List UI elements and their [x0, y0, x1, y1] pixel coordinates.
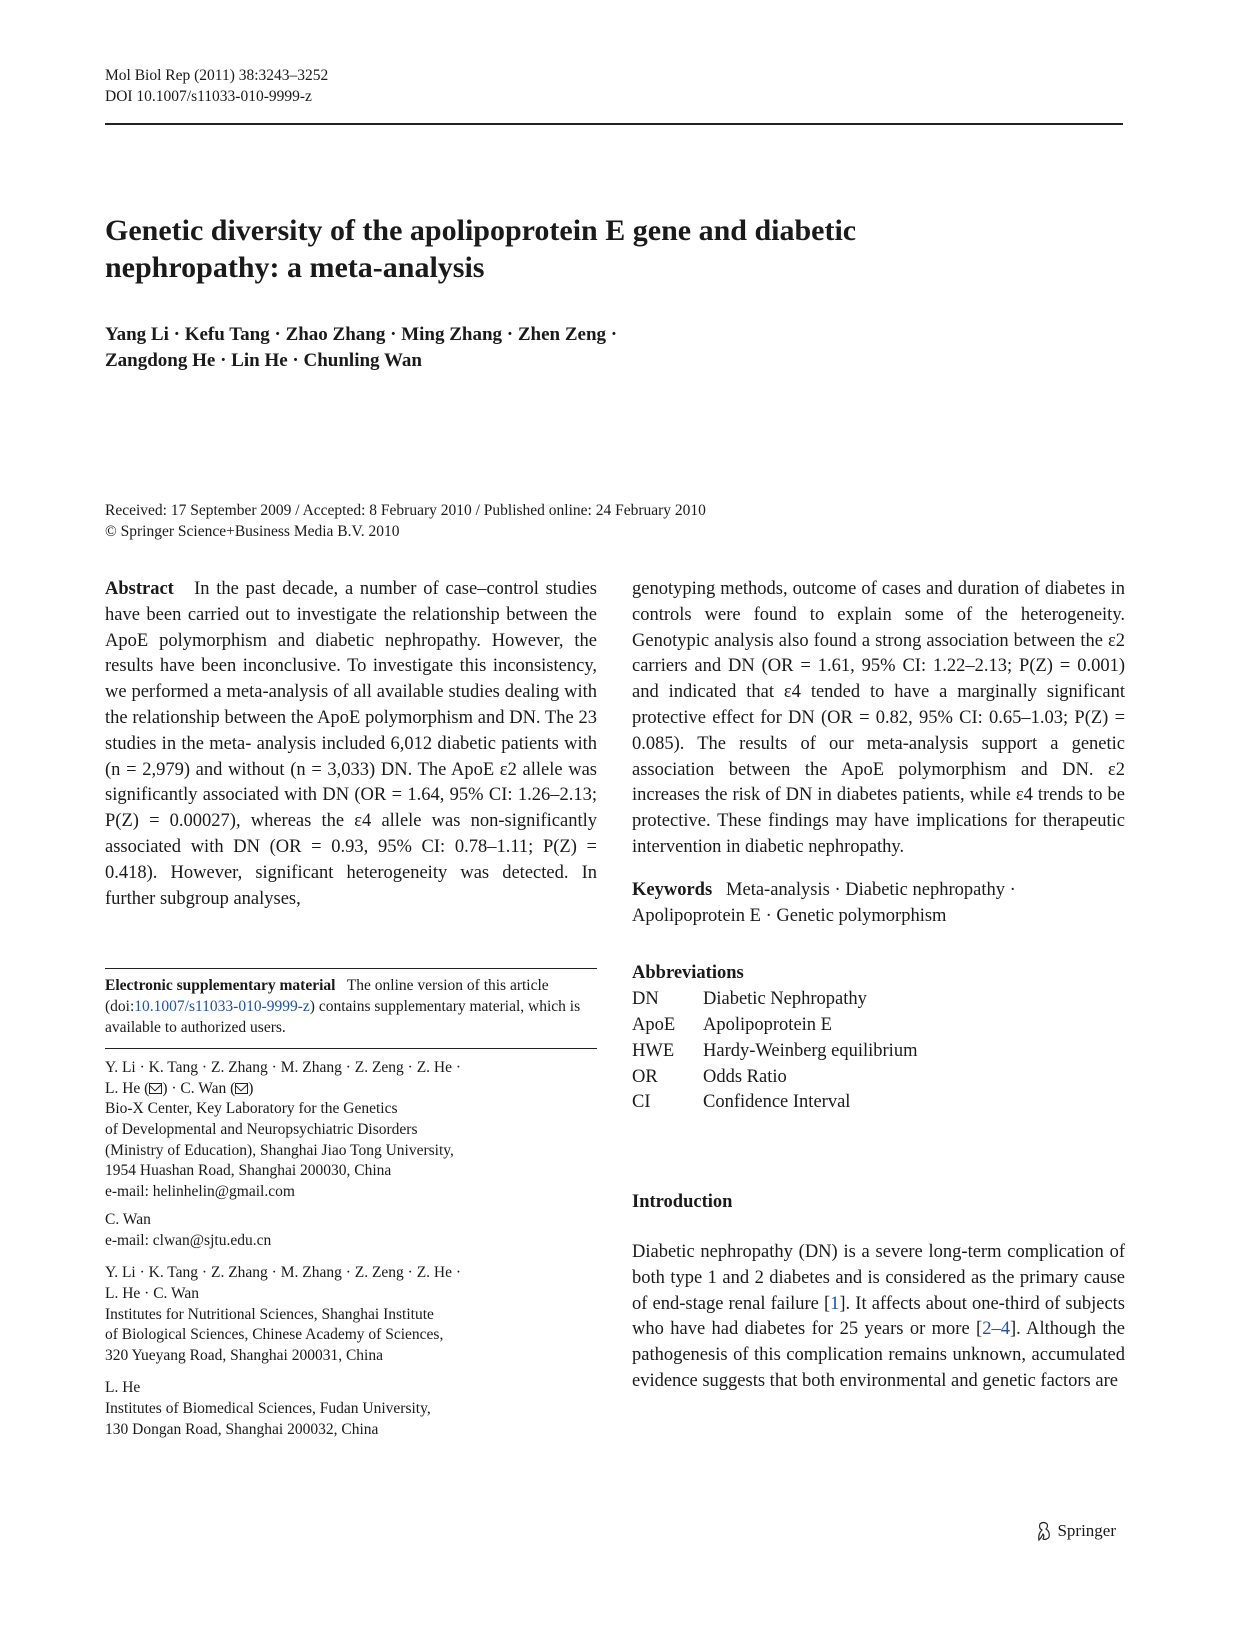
- introduction-text: [632, 1240, 1125, 1395]
- abbreviations-table: [632, 987, 917, 1116]
- keywords-block: [632, 878, 1125, 930]
- abbreviation-definition: Confidence Interval: [703, 1092, 851, 1113]
- supplementary-doi-link[interactable]: 10.1007/s11033-010-9999-z: [134, 997, 310, 1015]
- affiliation-1-names-line-1: Y. Li · K. Tang · Z. Zhang · M. Zhang · Z. Zeng · Z. He ·: [105, 1059, 462, 1077]
- introduction-heading: Introduction: [632, 1192, 733, 1213]
- abstract-text-right: genotyping methods, outcome of cases and duration of diabetes in controls were found to explain some of the heterogeneity. Genotypic analysis also found a strong association between the ε2 carriers and DN (OR = 1.61, 95% CI: 1.22–2.13; P(Z) = 0.001) and indicated that ε4 tended to have a marginally significant protective effect for DN (OR = 0.82, 95% CI: 0.65–1.03; P(Z) = 0.085). The results of our meta-analysis support a genetic association between the ApoE polymorphism and DN. ε2 increases the risk of DN in diabetes patients, while ε4 trends to be protective. These findings may have implications for therapeutic intervention in diabetic nephropathy.: [632, 579, 1125, 857]
- affiliation-2-name: C. Wan: [105, 1211, 151, 1229]
- right-column: [632, 577, 1125, 1395]
- authors-line-2: Zangdong He · Lin He · Chunling Wan: [105, 350, 422, 371]
- affiliation-3-address-line: Institutes for Nutritional Sciences, Shanghai Institute: [105, 1305, 434, 1323]
- abstract-heading: Abstract: [105, 579, 174, 599]
- introduction-text-c: ]. Although the pathogenesis of this complication remains unknown, accumulated evidence suggests that both environmental and genetic factors are: [632, 1319, 1126, 1391]
- title-line-1: Genetic diversity of the apolipoprotein E gene and diabetic: [105, 214, 857, 247]
- abbreviation-row: [632, 1039, 917, 1065]
- affiliation-4-name: L. He: [105, 1379, 141, 1397]
- reference-link-2-4[interactable]: 2–4: [982, 1319, 1010, 1340]
- publisher-name: Springer: [1057, 1521, 1116, 1540]
- supplementary-note: [105, 976, 597, 1038]
- affiliation-1-email: e-mail: helinhelin@gmail.com: [105, 1182, 295, 1200]
- envelope-icon: [149, 1083, 162, 1094]
- introduction-text-b: ]. It affects about one-third of subjects who have had diabetes for 25 years or more [: [632, 1293, 1125, 1340]
- affiliation-1: [105, 1058, 597, 1202]
- affiliation-2-email: e-mail: clwan@sjtu.edu.cn: [105, 1231, 272, 1249]
- abbreviation-term: OR: [632, 1066, 658, 1087]
- abbreviation-definition: Diabetic Nephropathy: [703, 989, 867, 1010]
- keywords-text: Meta-analysis · Diabetic nephropathy · Apolipoprotein E · Genetic polymorphism: [632, 879, 1016, 926]
- paren-close: ): [248, 1079, 254, 1097]
- publication-history: Received: 17 September 2009 / Accepted: 8 February 2010 / Published online: 24 February 2010: [105, 502, 706, 519]
- affiliation-2: [105, 1210, 597, 1251]
- article-title: [105, 212, 1105, 286]
- abbreviations-heading: Abbreviations: [632, 963, 744, 984]
- keywords-heading: Keywords: [632, 879, 713, 900]
- affiliation-4-address-line: Institutes of Biomedical Sciences, Fudan University,: [105, 1400, 431, 1418]
- affiliation-1-address-line: 1954 Huashan Road, Shanghai 200030, China: [105, 1162, 392, 1180]
- authors-line-1: Yang Li · Kefu Tang · Zhao Zhang · Ming Zhang · Zhen Zeng ·: [105, 324, 618, 345]
- supplementary-text-a: The online version of this article (doi:: [105, 977, 549, 1015]
- abbreviation-row: [632, 1090, 917, 1116]
- abbreviation-row: [632, 987, 917, 1013]
- affiliation-3: [105, 1263, 597, 1366]
- affiliation-3-address-line: of Biological Sciences, Chinese Academy of Sciences,: [105, 1326, 444, 1344]
- reference-link-1[interactable]: 1: [830, 1293, 840, 1314]
- affiliation-4: [105, 1378, 597, 1440]
- introduction-text-a: Diabetic nephropathy (DN) is a severe long-term complication of both type 1 and 2 diabetes and is considered as the primary cause of end-stage renal failure [: [632, 1241, 1125, 1314]
- abstract-left: [105, 577, 597, 912]
- abbreviation-term: CI: [632, 1092, 651, 1113]
- affiliation-3-names-line-1: Y. Li · K. Tang · Z. Zhang · M. Zhang · Z. Zeng · Z. He ·: [105, 1264, 462, 1282]
- affiliation-rule: [105, 1048, 597, 1049]
- author-cwan-label: ) · C. Wan (: [162, 1079, 236, 1097]
- author-lhe-label: L. He (: [105, 1079, 150, 1097]
- supplementary-text-b: ) contains supplementary material, which is available to authorized users.: [105, 997, 581, 1036]
- journal-citation: Mol Biol Rep (2011) 38:3243–3252: [105, 67, 329, 84]
- footnote-rule: [105, 968, 597, 969]
- envelope-icon: [235, 1083, 248, 1094]
- affiliation-1-names-line-2: [105, 1079, 597, 1100]
- article-dates: [105, 500, 706, 542]
- abbreviation-row: [632, 1013, 917, 1039]
- header-rule: [105, 123, 1123, 125]
- author-list: [105, 322, 805, 374]
- abbreviation-definition: Odds Ratio: [703, 1066, 787, 1087]
- abbreviation-row: [632, 1065, 917, 1091]
- abbreviation-definition: Hardy-Weinberg equilibrium: [703, 1040, 918, 1061]
- abbreviation-term: DN: [632, 989, 659, 1010]
- left-column: [105, 577, 597, 1440]
- springer-horse-icon: [1035, 1520, 1053, 1542]
- publisher-logo: [1035, 1520, 1116, 1542]
- affiliation-1-address-line: Bio-X Center, Key Laboratory for the Genetics: [105, 1100, 398, 1118]
- abbreviation-term: ApoE: [632, 1014, 676, 1035]
- copyright-line: © Springer Science+Business Media B.V. 2010: [105, 523, 400, 540]
- affiliation-1-address-line: (Ministry of Education), Shanghai Jiao Tong University,: [105, 1141, 454, 1159]
- abbreviations-section: [632, 961, 1125, 1116]
- abbreviation-term: HWE: [632, 1040, 675, 1061]
- affiliation-4-address-line: 130 Dongan Road, Shanghai 200032, China: [105, 1420, 379, 1438]
- abstract-text-left: In the past decade, a number of case–control studies have been carried out to investigate the relationship between the ApoE polymorphism and diabetic nephropathy. However, the results have been inconclusive. To investigate this inconsistency, we performed a meta-analysis of all available studies dealing with the relationship between the ApoE polymorphism and DN. The 23 studies in the meta- analysis included 6,012 diabetic patients with (n = 2,979) and without (n = 3,033) DN. The ApoE ε2 allele was significantly associated with DN (OR = 1.64, 95% CI: 1.26–2.13; P(Z) = 0.00027), whereas the ε4 allele was non-significantly associated with DN (OR = 0.93, 95% CI: 0.78–1.11; P(Z) = 0.418). However, significant heterogeneity was detected. In further subgroup analyses,: [105, 579, 597, 909]
- affiliation-3-address-line: 320 Yueyang Road, Shanghai 200031, China: [105, 1346, 383, 1364]
- supplementary-heading: Electronic supplementary material: [105, 977, 336, 995]
- journal-header: [105, 65, 328, 107]
- abbreviation-definition: Apolipoprotein E: [703, 1014, 832, 1035]
- title-line-2: nephropathy: a meta-analysis: [105, 251, 485, 284]
- introduction-section: [632, 1190, 1125, 1395]
- affiliation-3-names-line-2: L. He · C. Wan: [105, 1285, 200, 1303]
- journal-doi: DOI 10.1007/s11033-010-9999-z: [105, 88, 312, 105]
- affiliation-1-address-line: of Developmental and Neuropsychiatric Disorders: [105, 1120, 418, 1138]
